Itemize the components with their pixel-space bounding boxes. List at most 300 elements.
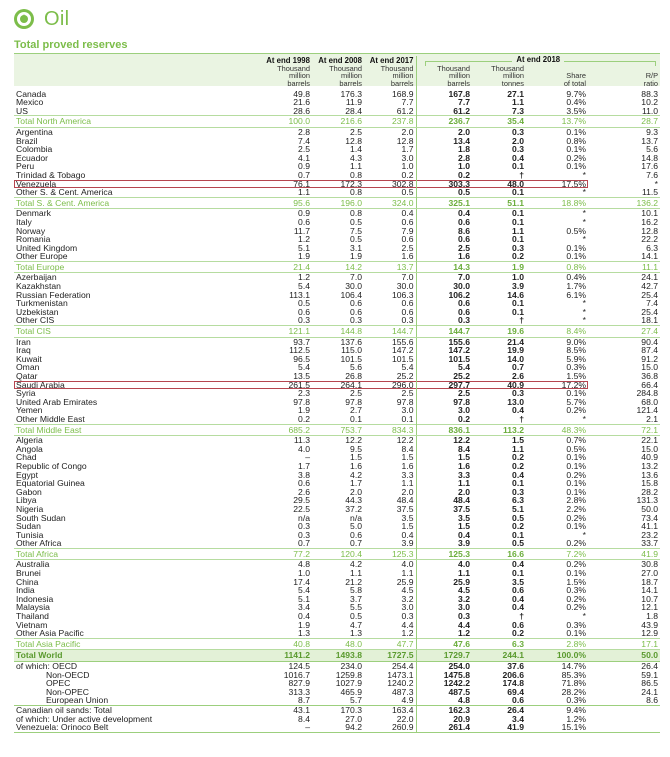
cell-2008-barrels: 0.8 — [350, 187, 362, 198]
cell-2018-tonnes: 1.1 — [512, 225, 524, 236]
cell-2018-barrels: 3.2 — [416, 595, 472, 604]
cell-2008-barrels: 11.9 — [345, 97, 362, 108]
cell-2017-barrels: 3.2 — [401, 593, 414, 604]
cell-2018-barrels: 4.0 — [416, 560, 472, 569]
cell-2018-share: 9.7% — [566, 88, 586, 99]
cell-2018-rp-ratio: 18.1 — [641, 315, 659, 326]
cell-2018-barrels: 8.6 — [416, 227, 472, 236]
cell-2018-share: 0.1% — [566, 242, 586, 253]
row-label: Equatorial Guinea — [16, 478, 85, 489]
cell-1998-barrels: 95.6 — [260, 197, 312, 209]
cell-2018-rp-ratio: 73.4 — [641, 512, 659, 523]
cell-2008-barrels: 4.3 — [350, 152, 362, 163]
cell-1998-barrels: 313.3 — [288, 686, 310, 697]
row-label: Total Africa — [14, 548, 260, 560]
cell-2018-share: * — [582, 208, 586, 219]
cell-2018-tonnes: 0.3 — [512, 388, 524, 399]
cell-2018-share: 0.1% — [566, 478, 586, 489]
cell-2008-barrels: 1.3 — [350, 628, 362, 639]
cell-1998-barrels: 1.7 — [298, 460, 310, 471]
row-label: Other Asia Pacific — [16, 628, 84, 639]
cell-2018-rp-ratio: 25.4 — [641, 289, 659, 300]
cell-2008-barrels: 2.0 — [350, 486, 362, 497]
cell-2017-barrels: 3.0 — [401, 602, 414, 613]
table-row-saudi-arabia — [14, 381, 660, 390]
cell-1998-barrels: 5.1 — [298, 593, 310, 604]
row-label: of which: OECD — [16, 661, 78, 671]
table-row-non-opec — [14, 688, 660, 697]
table-row-equatorial-guinea — [14, 479, 660, 488]
table-row-republic-of-congo — [14, 462, 660, 471]
table-row-other-africa — [14, 539, 660, 548]
cell-2008-barrels: 7.0 — [350, 272, 362, 283]
cell-2018-barrels: 167.8 — [416, 90, 472, 99]
cell-2018-barrels: 2.5 — [416, 244, 472, 253]
cell-2008-barrels: 170.3 — [312, 705, 364, 714]
cell-2018-rp-ratio: 15.8 — [641, 478, 659, 489]
cell-1998-barrels: 21.4 — [260, 261, 312, 273]
col-header-2018-barrels: Thousand million barrels — [416, 64, 472, 88]
cell-2018-tonnes: 0.1 — [512, 216, 524, 227]
row-label: Syria — [16, 388, 36, 399]
cell-2008-barrels: 0.6 — [350, 306, 362, 317]
cell-2018-share: 3.5% — [566, 105, 586, 116]
cell-2018-rp-ratio — [588, 705, 660, 714]
cell-2018-barrels: 261.4 — [416, 723, 472, 732]
table-row-norway — [14, 227, 660, 236]
cell-2017-barrels: 30.0 — [396, 281, 414, 292]
cell-2018-share: 100.0% — [526, 650, 588, 662]
cell-2017-barrels: 8.4 — [401, 443, 414, 454]
table-row-kazakhstan — [14, 282, 660, 291]
cell-2018-tonnes: 27.1 — [507, 88, 524, 99]
cell-2008-barrels: 0.7 — [350, 538, 362, 549]
cell-2018-rp-ratio: 5.6 — [646, 144, 659, 155]
cell-2018-barrels: 147.2 — [416, 346, 472, 355]
cell-2018-rp-ratio: 66.4 — [641, 379, 659, 390]
cell-2018-share: 0.2% — [566, 512, 586, 523]
cell-2017-barrels: 0.5 — [401, 187, 414, 198]
cell-2018-barrels: 101.5 — [416, 355, 472, 364]
cell-2018-tonnes: 0.1 — [512, 298, 524, 309]
cell-2018-share: 2.8% — [566, 495, 586, 506]
cell-2017-barrels: 4.9 — [401, 695, 414, 706]
cell-1998-barrels: 29.5 — [293, 495, 310, 506]
cell-2017-barrels: 1.6 — [401, 460, 414, 471]
cell-2018-barrels: 1.6 — [416, 462, 472, 471]
cell-2018-rp-ratio: 91.2 — [641, 353, 659, 364]
cell-2018-rp-ratio: 90.4 — [641, 336, 659, 347]
row-label: Australia — [16, 559, 50, 570]
cell-2018-barrels: 3.0 — [416, 406, 472, 415]
table-row-romania — [14, 235, 660, 244]
cell-2017-barrels: 302.8 — [364, 180, 416, 189]
cell-2017-barrels: 0.3 — [401, 611, 414, 622]
cell-2018-share: 9.0% — [566, 336, 586, 347]
cell-2018-barrels: 2.8 — [416, 154, 472, 163]
cell-2017-barrels: 7.9 — [401, 225, 414, 236]
total-row-total-s-cent-america — [14, 197, 660, 209]
cell-2018-rp-ratio: 11.1 — [588, 261, 660, 273]
cell-2008-barrels: 196.0 — [312, 197, 364, 209]
cell-2018-barrels: 144.7 — [416, 326, 472, 338]
cell-2017-barrels: 1.1 — [401, 568, 414, 579]
cell-2008-barrels: 3.1 — [350, 242, 362, 253]
table-row-india — [14, 586, 660, 595]
cell-2018-barrels: 61.2 — [416, 107, 472, 116]
cell-2018-tonnes: 48.0 — [472, 180, 526, 189]
cell-1998-barrels: 124.5 — [288, 661, 310, 671]
cell-2018-barrels: 1.0 — [416, 162, 472, 171]
cell-2018-rp-ratio: 12.9 — [641, 628, 659, 639]
table-row-other-cis — [14, 316, 660, 325]
cell-2018-share: * — [582, 315, 586, 326]
row-label: Peru — [16, 161, 35, 172]
cell-2017-barrels: 5.4 — [401, 362, 414, 373]
cell-2018-share: 0.4% — [566, 272, 586, 283]
cell-2008-barrels: 97.8 — [345, 396, 362, 407]
cell-1998-barrels: 0.3 — [298, 529, 310, 540]
cell-2018-share: 0.1% — [566, 628, 586, 639]
cell-2017-barrels: 125.3 — [364, 548, 416, 560]
cell-2018-tonnes: 5.1 — [512, 503, 524, 514]
page-title: Oil — [44, 7, 70, 30]
cell-2018-tonnes: 0.3 — [512, 144, 524, 155]
cell-2017-barrels: 0.4 — [401, 208, 414, 219]
cell-2018-barrels: 25.2 — [416, 372, 472, 381]
cell-2018-tonnes: 41.9 — [472, 723, 526, 732]
cell-2018-tonnes: 0.1 — [512, 187, 524, 198]
cell-2018-barrels: 155.6 — [416, 337, 472, 346]
cell-2008-barrels: 14.2 — [312, 261, 364, 273]
cell-2018-tonnes: 244.1 — [472, 650, 526, 662]
row-label: Azerbaijan — [16, 272, 57, 283]
table-row-egypt — [14, 471, 660, 480]
row-label: Yemen — [16, 405, 43, 416]
cell-1998-barrels: 8.7 — [298, 695, 310, 706]
table-row-yemen — [14, 406, 660, 415]
cell-2018-tonnes: 0.7 — [512, 362, 524, 373]
cell-2018-barrels: 2.5 — [416, 389, 472, 398]
cell-2017-barrels: 7.0 — [401, 272, 414, 283]
table-row-iran — [14, 337, 660, 346]
cell-2018-rp-ratio: 1.8 — [646, 611, 659, 622]
cell-2018-share: 0.1% — [566, 126, 586, 137]
cell-2017-barrels: 260.9 — [364, 723, 416, 732]
cell-2018-rp-ratio: 13.7 — [641, 135, 659, 146]
col-header-1998: At end 1998 Thousand million barrels — [266, 56, 310, 88]
cell-2008-barrels: 9.5 — [350, 443, 362, 454]
row-label: Trinidad & Tobago — [16, 169, 86, 180]
cell-2018-share: 18.8% — [526, 197, 588, 209]
table-row-australia — [14, 560, 660, 569]
cell-2018-tonnes: 19.9 — [507, 345, 524, 356]
cell-2017-barrels: 1473.1 — [387, 669, 414, 680]
cell-2018-rp-ratio: 11.0 — [641, 105, 659, 116]
cell-2008-barrels: 0.3 — [350, 315, 362, 326]
cell-2018-barrels: 3.5 — [416, 514, 472, 523]
cell-2008-barrels: 5.0 — [350, 521, 362, 532]
table-row-venezuela-orinoco-belt — [14, 723, 660, 732]
cell-1998-barrels: – — [260, 723, 312, 732]
row-label: South Sudan — [16, 512, 66, 523]
row-label: Non-OECD — [46, 669, 90, 680]
cell-1998-barrels: – — [305, 452, 310, 463]
cell-2008-barrels: 48.0 — [312, 638, 364, 650]
cell-2018-share: 0.1% — [566, 144, 586, 155]
total-row-total-cis — [14, 326, 660, 338]
cell-2018-barrels: 1475.8 — [416, 671, 472, 680]
cell-2018-barrels: 1729.7 — [416, 650, 472, 662]
cell-2017-barrels: 1240.2 — [387, 678, 414, 689]
cell-1998-barrels: 1.3 — [298, 628, 310, 639]
total-row-total-middle-east — [14, 424, 660, 436]
cell-2018-rp-ratio: 18.7 — [641, 576, 659, 587]
table-row-italy — [14, 218, 660, 227]
cell-2008-barrels: 4.2 — [350, 469, 362, 480]
cell-2018-barrels: 47.6 — [416, 638, 472, 650]
cell-2008-barrels: 4.7 — [350, 619, 362, 630]
cell-2018-tonnes: 0.1 — [512, 529, 524, 540]
cell-2018-rp-ratio: 7.4 — [646, 298, 659, 309]
cell-2008-barrels: 106.4 — [340, 289, 362, 300]
cell-1998-barrels: 827.9 — [288, 678, 310, 689]
cell-2017-barrels: 25.2 — [396, 371, 414, 381]
table-row-uzbekistan — [14, 308, 660, 317]
cell-2018-rp-ratio: 13.2 — [641, 460, 659, 471]
cell-1998-barrels: 17.4 — [293, 576, 310, 587]
table-row-south-sudan — [14, 514, 660, 523]
cell-2017-barrels: 4.0 — [401, 559, 414, 570]
cell-2018-rp-ratio: 6.3 — [646, 242, 659, 253]
cell-2017-barrels: 12.2 — [396, 435, 414, 446]
cell-2017-barrels: 1.5 — [401, 452, 414, 463]
cell-1998-barrels: 0.5 — [298, 298, 310, 309]
total-row-total-world — [14, 650, 660, 662]
row-label: Italy — [16, 216, 32, 227]
cell-2018-tonnes: 0.1 — [512, 568, 524, 579]
cell-2008-barrels: 3.7 — [350, 593, 362, 604]
cell-2017-barrels: 1.0 — [401, 161, 414, 172]
cell-2017-barrels: 2.0 — [401, 486, 414, 497]
cell-2018-share: * — [582, 187, 586, 198]
table-row-azerbaijan — [14, 273, 660, 282]
cell-2018-share: * — [582, 169, 586, 180]
cell-2008-barrels: 27.0 — [345, 713, 362, 724]
cell-2017-barrels: 106.3 — [391, 289, 414, 300]
cell-2017-barrels: 3.9 — [401, 538, 414, 549]
cell-1998-barrels: 112.5 — [289, 345, 310, 356]
cell-2018-tonnes: 14.0 — [507, 353, 524, 364]
row-label: China — [16, 576, 39, 587]
cell-2018-share: 0.2% — [566, 559, 586, 570]
cell-1998-barrels: 97.8 — [293, 396, 310, 407]
cell-2017-barrels: 7.7 — [401, 97, 414, 108]
cell-2018-tonnes: 0.3 — [512, 126, 524, 137]
cell-2018-barrels: 25.9 — [416, 578, 472, 587]
cell-2018-tonnes: 3.5 — [512, 576, 524, 587]
cell-2017-barrels: 4.4 — [401, 619, 414, 630]
cell-2018-tonnes: 0.4 — [512, 152, 524, 163]
cell-2018-share: 48.3% — [526, 424, 588, 436]
cell-1998-barrels: 5.4 — [298, 281, 310, 292]
row-label: Venezuela — [14, 180, 260, 189]
cell-2018-share: 0.5% — [566, 443, 586, 454]
cell-2018-barrels: 106.2 — [416, 291, 472, 300]
row-label: Chad — [16, 452, 37, 463]
cell-2018-barrels: 1.5 — [416, 453, 472, 462]
cell-2017-barrels: 1.7 — [401, 144, 414, 155]
cell-2018-rp-ratio: 30.8 — [641, 559, 659, 570]
cell-2018-tonnes: 0.2 — [512, 452, 524, 463]
cell-2018-tonnes: 0.4 — [512, 559, 524, 570]
cell-2018-barrels: 1.2 — [416, 629, 472, 638]
cell-2017-barrels: 13.7 — [364, 261, 416, 273]
cell-2008-barrels: 5.8 — [350, 585, 362, 596]
cell-2017-barrels: 155.6 — [391, 336, 414, 347]
row-label: Romania — [16, 234, 51, 245]
table-row-colombia — [14, 145, 660, 154]
cell-2018-rp-ratio: * — [654, 178, 659, 189]
row-label: Venezuela: Orinoco Belt — [14, 723, 260, 732]
cell-2018-tonnes: 0.1 — [512, 161, 524, 172]
cell-2018-tonnes: 7.3 — [512, 105, 524, 116]
table-row-argentina — [14, 127, 660, 136]
row-label: Tunisia — [16, 529, 44, 540]
cell-2017-barrels: 47.7 — [364, 638, 416, 650]
cell-2018-tonnes: 0.4 — [512, 469, 524, 480]
cell-2008-barrels: 5.5 — [350, 602, 362, 613]
cell-2018-barrels: 3.0 — [416, 603, 472, 612]
row-label: Algeria — [16, 435, 43, 446]
row-label: Angola — [16, 443, 43, 454]
cell-2018-share: 0.2% — [566, 405, 586, 416]
row-label: Other Middle East — [16, 413, 85, 424]
cell-2008-barrels: 172.3 — [312, 180, 364, 189]
cell-1998-barrels: 121.1 — [260, 326, 312, 338]
table-row-libya — [14, 496, 660, 505]
cell-2018-barrels: 0.4 — [416, 531, 472, 540]
table-row-other-asia-pacific — [14, 629, 660, 638]
row-label: Ecuador — [16, 152, 49, 163]
cell-2018-rp-ratio: 9.3 — [646, 126, 659, 137]
cell-2018-tonnes: 2.6 — [512, 371, 524, 381]
cell-2018-tonnes: 0.5 — [512, 538, 524, 549]
cell-2018-rp-ratio: 14.1 — [641, 585, 659, 596]
cell-2018-tonnes: 1.1 — [512, 443, 524, 454]
cell-2017-barrels: 97.8 — [396, 396, 414, 407]
cell-2018-tonnes: 51.1 — [472, 197, 526, 209]
cell-2018-share: 6.1% — [566, 289, 586, 300]
row-label: Kuwait — [16, 353, 42, 364]
cell-1998-barrels: 4.1 — [298, 152, 310, 163]
cell-2008-barrels: 1.1 — [350, 161, 362, 172]
row-label: of which: Under active development — [16, 713, 153, 724]
row-label: Libya — [16, 495, 37, 506]
cell-2017-barrels: 12.8 — [396, 135, 414, 146]
cell-2018-tonnes: 206.6 — [502, 669, 524, 680]
row-label: Saudi Arabia — [14, 381, 260, 390]
cell-2008-barrels: 1.4 — [350, 144, 362, 155]
cell-1998-barrels: 2.6 — [298, 486, 310, 497]
cell-2018-share: 0.1% — [566, 460, 586, 471]
cell-2018-rp-ratio: 17.1 — [588, 638, 660, 650]
cell-2018-share: 13.7% — [526, 116, 588, 128]
cell-2008-barrels: 0.1 — [350, 413, 362, 424]
cell-2018-barrels: 2.0 — [416, 127, 472, 136]
total-row-total-north-america — [14, 116, 660, 128]
cell-1998-barrels: 5.1 — [298, 242, 310, 253]
cell-2018-rp-ratio: 15.0 — [641, 362, 659, 373]
row-label: US — [16, 105, 28, 116]
cell-1998-barrels: 113.1 — [289, 289, 310, 300]
cell-2018-rp-ratio: 16.2 — [641, 216, 659, 227]
cell-1998-barrels: 1.9 — [298, 619, 310, 630]
cell-2008-barrels: 0.5 — [350, 234, 362, 245]
cell-2008-barrels: 0.8 — [350, 169, 362, 180]
row-label: Egypt — [16, 469, 38, 480]
cell-2018-tonnes: 0.1 — [512, 234, 524, 245]
cell-1998-barrels: 1016.7 — [283, 669, 310, 680]
cell-2008-barrels: 5.7 — [350, 695, 362, 706]
row-label: Qatar — [16, 371, 38, 381]
cell-2018-barrels: 1.6 — [416, 252, 472, 261]
cell-2018-tonnes: 0.5 — [512, 512, 524, 523]
cell-1998-barrels: 5.4 — [298, 362, 310, 373]
cell-2017-barrels: 1.1 — [401, 478, 414, 489]
cell-2018-barrels: 0.2 — [416, 171, 472, 180]
cell-2008-barrels: 2.7 — [350, 405, 362, 416]
page-header — [14, 6, 69, 32]
cell-2018-rp-ratio — [588, 723, 660, 732]
cell-1998-barrels: 2.8 — [298, 126, 310, 137]
cell-2008-barrels: 144.8 — [312, 326, 364, 338]
cell-2018-share: * — [582, 306, 586, 317]
cell-1998-barrels: 7.4 — [298, 135, 310, 146]
table-row-united-arab-emirates — [14, 398, 660, 407]
cell-2018-barrels: 0.2 — [416, 415, 472, 424]
cell-2018-rp-ratio: 42.7 — [641, 281, 659, 292]
cell-2008-barrels: 1.9 — [350, 251, 362, 262]
cell-2018-share: 0.4% — [566, 97, 586, 108]
cell-2008-barrels: 120.4 — [312, 548, 364, 560]
cell-2018-tonnes: 16.6 — [472, 548, 526, 560]
cell-2018-barrels: 0.6 — [416, 299, 472, 308]
cell-2008-barrels: 0.6 — [350, 298, 362, 309]
cell-2017-barrels: 61.2 — [396, 105, 414, 116]
table-row-malaysia — [14, 603, 660, 612]
row-label: Total Middle East — [14, 424, 260, 436]
cell-1998-barrels: 28.6 — [293, 105, 310, 116]
cell-1998-barrels: 0.6 — [298, 478, 310, 489]
cell-1998-barrels: 0.7 — [298, 169, 310, 180]
cell-2018-share: 0.1% — [566, 251, 586, 262]
cell-2018-tonnes: 113.2 — [472, 424, 526, 436]
cell-2018-share: 0.1% — [566, 521, 586, 532]
total-row-total-europe — [14, 261, 660, 273]
cell-2018-rp-ratio: 68.0 — [641, 396, 659, 407]
cell-2018-share: 0.1% — [566, 568, 586, 579]
cell-1998-barrels: 11.3 — [293, 435, 310, 446]
cell-2018-share: 0.2% — [566, 602, 586, 613]
cell-1998-barrels: 2.3 — [298, 388, 310, 399]
cell-2018-tonnes: † — [519, 315, 524, 326]
cell-2018-rp-ratio: 41.9 — [588, 548, 660, 560]
cell-2018-barrels: 20.9 — [416, 715, 472, 724]
cell-2018-tonnes: 0.2 — [512, 460, 524, 471]
row-label: United Arab Emirates — [16, 396, 98, 407]
cell-2018-share: 0.7% — [566, 435, 586, 446]
